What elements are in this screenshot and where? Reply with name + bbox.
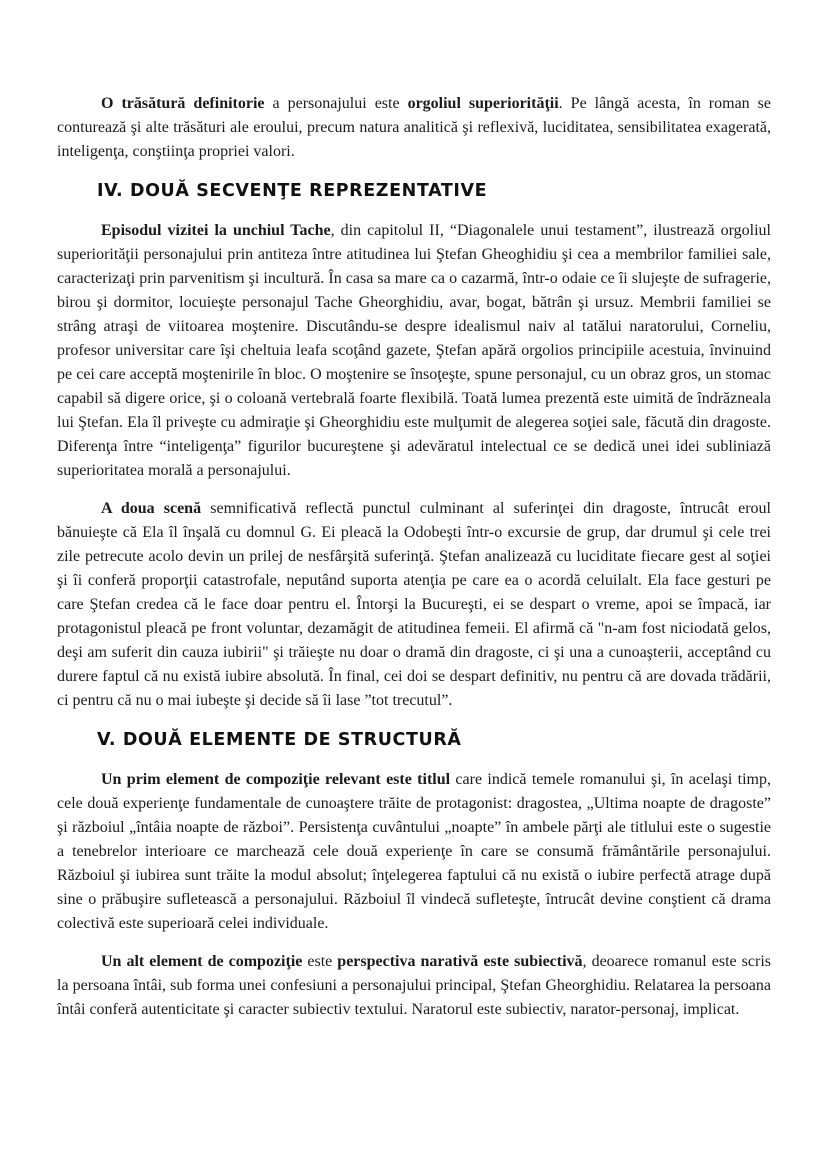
text-run: . Pe lângă acesta, în roman se conturează şi alte trăsături ale eroului, precum natura analitică şi reflexivă, luciditatea, sensibilitatea exagerată, inteligenţa, conştiinţa propriei valori.: [57, 95, 772, 160]
bold-run: Un prim element de compoziţie relevant este titlul: [101, 771, 451, 788]
bold-run: Episodul vizitei la unchiul Tache: [101, 222, 331, 239]
text-run: semnificativă reflectă punctul culminant al suferinţei din dragoste, întrucât eroul bănuieşte că Ela îl înşală cu domnul G. Ei pleacă la Odobeşti într-o excursie de grup, dar drumul şi cele trei zile petrecute acolo devin un prilej de nesfârşită suferinţă. Ştefan analizează cu luciditate fiecare gest al soţiei şi îi conferă proporţii catastrofale, neputând suporta atenţia pe care ea o acordă celuilalt. Ela face gesturi pe care Ştefan credea că le face doar pentru el. Întorşi la Bucureşti, ei se despart o vreme, apoi se împacă, iar protagonistul pleacă pe front voluntar, dezamăgit de atitudinea femeii. El afirmă că "n-am fost niciodată gelos, deşi am suferit din cauza iubirii" şi trăieşte nu doar o dramă din dragoste, ci şi una a cunoaşterii, acceptând cu durere faptul că nu există iubire absolută. În final, cei doi se despart definitiv, nu pentru că are dovada trădării, ci pentru că nu o mai iubeşte şi decide să îi lase ”tot trecutul”.: [57, 500, 772, 709]
heading-section-v: V. DOUĂ ELEMENTE DE STRUCTURĂ: [97, 730, 462, 750]
bold-run: orgoliul superiorităţii: [407, 95, 559, 112]
bold-run: O trăsătură definitorie: [101, 95, 265, 112]
paragraph-narrative-perspective: [57, 950, 771, 1022]
heading-section-iv: IV. DOUĂ SECVENŢE REPREZENTATIVE: [97, 181, 488, 201]
paragraph-episode-tache: [57, 219, 771, 483]
text-run: a personajului este: [264, 95, 408, 112]
paragraph-title-element: [57, 768, 771, 936]
paragraph-definitory-trait: [57, 92, 771, 164]
bold-run: Un alt element de compoziţie: [101, 953, 303, 970]
text-run: , deoarece romanul este scris la persoana întâi, sub forma unei confesiuni a personajului principal, Ştefan Gheorghidiu. Relatarea la persoana întâi conferă autenticitate şi caracter subiectiv textului. Naratorul este subiectiv, narator-personaj, implicat.: [57, 953, 771, 1018]
bold-run: A doua scenă: [101, 500, 202, 517]
text-run: este: [302, 953, 338, 970]
bold-run: perspectiva narativă este subiectivă: [337, 953, 583, 970]
text-run: , din capitolul II, “Diagonalele unui testament”, ilustrează orgoliul superiorităţii personajului prin antiteza între atitudinea lui Ştefan Gheoghidiu şi cea a membrilor familiei sale, caracterizaţi prin parvenitism şi incultură. În casa sa mare ca o cazarmă, într-o odaie ce îi slujeşte de sufragerie, birou şi dormitor, locuieşte personajul Tache Gheorghidiu, avar, bogat, bătrân şi ursuz. Membrii familiei se strâng atraşi de viitoarea moştenire. Discutându-se despre idealismul naiv al tatălui naratorului, Corneliu, profesor universitar care îşi cheltuia leafa scoţând gazete, Ştefan apără orgolios principiile acestuia, învinuind pe cei care acceptă moştenirile în bloc. O moştenire se însoţeşte, spune personajul, cu un obraz gros, un stomac capabil să digere orice, şi o coloană vertebrală foarte flexibilă. Toată lumea prezentă este uimită de îndrăzneala lui Ştefan. Ela îl priveşte cu admiraţie şi Gheorghidiu este mulţumit de alegerea soţiei sale, făcută din dragoste. Diferenţa între “inteligenţa” figurilor bucureştene şi adevăratul intelectual ce se dedică unei idei subliniază superioritatea morală a personajului.: [57, 222, 771, 479]
text-run: care indică temele romanului şi, în acelaşi timp, cele două experienţe fundamentale de cunoaştere trăite de protagonist: dragostea, „Ultima noapte de dragoste” şi războiul „întâia noapte de război”. Persistenţa cuvântului „noapte” în ambele părţi ale titlului este o sugestie a tenebrelor interioare ce marchează cele două experienţe în care se consumă frământările personajului. Războiul şi iubirea sunt trăite la modul absolut; înţelegerea faptului că nu există o iubire perfectă atrage după sine o prăbuşire sufletească a personajului. Războiul îl vindecă sufleteşte, întrucât devine conştient că drama colectivă este superioară celei individuale.: [57, 771, 771, 932]
paragraph-second-scene: [57, 497, 771, 713]
